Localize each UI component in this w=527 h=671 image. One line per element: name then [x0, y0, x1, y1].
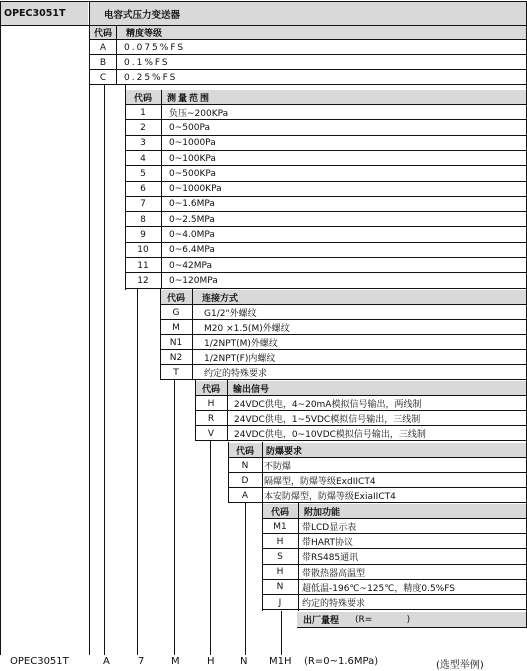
factory-range-value: (R= ) — [355, 614, 411, 625]
code-header: 代码 — [270, 507, 289, 518]
rule-line — [228, 457, 527, 458]
example-connection: M — [171, 656, 180, 667]
table-row-code: 12 — [137, 275, 149, 286]
table-row-desc: 0~1000Pa — [169, 138, 216, 149]
rule-line — [116, 25, 117, 85]
rule-line — [160, 304, 527, 305]
rule-line — [0, 1, 527, 2]
rule-line — [195, 410, 527, 411]
table-row-desc: 不防爆 — [264, 462, 292, 472]
table-row-desc: 约定的特殊要求 — [302, 599, 366, 610]
table-row-desc: 0~42MPa — [169, 260, 213, 271]
table-row-desc: 0~500KPa — [169, 168, 216, 179]
rule-line — [0, 1, 1, 655]
rule-line — [160, 319, 527, 320]
table-row-code: 10 — [137, 245, 149, 256]
table-row-desc: 带散热器高温型 — [302, 568, 366, 579]
table-row-desc: 0~500Pa — [169, 122, 210, 133]
rule-line — [104, 85, 105, 655]
code-header: 代码 — [166, 293, 185, 304]
rule-line — [195, 425, 527, 426]
rule-line — [125, 119, 527, 120]
table-row-code: 6 — [140, 184, 146, 195]
code-header: 代码 — [133, 93, 152, 104]
rule-line — [90, 84, 527, 85]
table-row-desc: 1/2NPT(F)内螺纹 — [204, 354, 276, 364]
table-row-desc: 0.075%FS — [124, 42, 186, 53]
table-row-code: 9 — [140, 230, 146, 241]
table-row-code: 4 — [140, 153, 146, 164]
table-row-code: V — [207, 428, 215, 439]
section-title: 测量范围 — [167, 93, 212, 104]
accuracy-header — [90, 25, 527, 39]
table-row-desc: 0.1%FS — [124, 57, 170, 68]
code-header: 代码 — [93, 28, 112, 39]
rule-line — [125, 257, 527, 258]
rule-line — [195, 395, 527, 396]
table-row-code: N2 — [169, 352, 183, 363]
table-row-code: M — [172, 322, 180, 333]
example-explosion: N — [240, 656, 248, 667]
rule-line — [125, 196, 527, 197]
rule-line — [262, 533, 527, 534]
rule-line — [125, 272, 527, 273]
title-cell — [90, 2, 527, 25]
table-row-code: M1 — [273, 521, 287, 532]
rule-line — [161, 90, 162, 289]
table-row-desc: 负压~200KPa — [169, 109, 229, 120]
rule-line — [298, 503, 299, 611]
example-extra: M1H — [269, 656, 292, 667]
table-row-code: 3 — [140, 138, 146, 149]
rule-line — [160, 364, 527, 365]
rule-line — [125, 181, 527, 182]
table-row-code: N1 — [169, 337, 183, 348]
rule-line — [160, 334, 527, 335]
rule-line — [262, 503, 263, 611]
rule-line — [262, 579, 527, 580]
example-note: (选型举例) — [436, 660, 484, 671]
rule-line — [125, 135, 527, 136]
explosion-header — [228, 443, 527, 457]
rule-line — [228, 487, 527, 488]
output-header — [195, 381, 527, 395]
code-header: 代码 — [235, 446, 254, 457]
rule-line — [90, 69, 527, 70]
rule-line — [210, 441, 211, 655]
section-title: 输出信号 — [233, 384, 270, 395]
table-row-desc: 0~4.0MPa — [169, 230, 215, 241]
rule-line — [174, 379, 175, 655]
table-row-code: 2 — [140, 122, 146, 133]
rule-line — [262, 518, 527, 519]
rule-line — [125, 226, 527, 227]
table-row-code: R — [207, 413, 215, 424]
table-row-code: H — [207, 398, 215, 409]
rule-line — [160, 289, 161, 380]
rule-line — [160, 349, 527, 350]
rule-line — [137, 289, 138, 655]
table-row-code: 8 — [140, 214, 146, 225]
rule-line — [192, 289, 193, 380]
table-row-code: 5 — [140, 168, 146, 179]
table-row-desc: 带LCD显示表 — [302, 523, 357, 534]
table-row-desc: 本安防爆型，防爆等级ExiaIICT4 — [264, 492, 396, 502]
rule-line — [90, 54, 527, 55]
rule-line — [228, 472, 527, 473]
example-accuracy: A — [103, 656, 110, 667]
section-title: 附加功能 — [304, 507, 341, 518]
example-factory-range: (R=0~1.6MPa) — [304, 656, 379, 667]
table-row-code: 7 — [140, 199, 146, 210]
table-row-code: 1 — [140, 107, 146, 118]
product-title: 电容式压力变送器 — [104, 9, 181, 21]
section-title: 精度等级 — [126, 28, 163, 39]
table-row-desc: 24VDC供电，1~5VDC模拟信号输出，三线制 — [234, 415, 421, 425]
factory-range-label: 出厂量程 — [303, 616, 340, 626]
rule-line — [297, 627, 527, 628]
table-row-code: H — [276, 567, 284, 578]
rule-line — [125, 150, 527, 151]
example-model: OPEC3051T — [10, 656, 69, 667]
table-row-code: H — [276, 536, 284, 547]
table-row-desc: M20 ×1.5(M)外螺纹 — [204, 324, 290, 334]
table-row-code: N — [276, 582, 284, 593]
section-title: 防爆要求 — [266, 446, 303, 457]
model-cell — [0, 2, 88, 25]
table-row-desc: 带RS485通讯 — [302, 553, 359, 564]
table-row-desc: 0~1000KPa — [169, 184, 222, 195]
range-header — [125, 90, 527, 104]
rule-line — [160, 379, 527, 380]
factory-range-row — [297, 612, 527, 627]
rule-line — [90, 39, 527, 40]
rule-line — [125, 242, 527, 243]
example-range: 7 — [138, 656, 145, 667]
rule-line — [125, 104, 527, 105]
rule-line — [125, 288, 527, 289]
table-row-desc: G1/2"外螺纹 — [204, 309, 257, 319]
table-row-desc: 0~100KPa — [169, 153, 216, 164]
rule-line — [195, 440, 527, 441]
rule-line — [125, 85, 126, 290]
table-row-desc: 超低温-196℃~125℃，精度0.5%FS — [302, 583, 455, 594]
rule-line — [262, 548, 527, 549]
table-row-desc: 隔爆型，防爆等级ExdIICT4 — [264, 477, 376, 487]
rule-line — [245, 503, 246, 655]
table-row-desc: 0~6.4MPa — [169, 245, 215, 256]
table-row-code: G — [172, 307, 180, 318]
table-row-desc: 1/2NPT(M)外螺纹 — [204, 339, 278, 349]
section-title: 连接方式 — [202, 293, 239, 304]
table-row-desc: 带HART协议 — [302, 538, 354, 549]
example-output: H — [207, 656, 215, 667]
table-row-desc: 24VDC供电，4~20mA模拟信号输出，两线制 — [234, 400, 422, 410]
rule-line — [89, 1, 90, 655]
rule-line — [228, 502, 527, 503]
table-row-code: S — [277, 551, 283, 562]
table-row-desc: 0~1.6MPa — [169, 199, 215, 210]
rule-line — [227, 380, 228, 441]
rule-line — [195, 380, 196, 441]
table-row-code: J — [278, 597, 282, 608]
model-label: OPEC3051T — [4, 8, 66, 19]
code-header: 代码 — [201, 384, 220, 395]
rule-line — [281, 611, 282, 655]
table-row-code: D — [241, 475, 249, 486]
table-row-code: N — [241, 460, 249, 471]
table-row-desc: 0~120MPa — [169, 275, 218, 286]
rule-line — [262, 564, 527, 565]
table-row-code: 11 — [137, 260, 149, 271]
connection-header — [160, 290, 527, 304]
rule-line — [262, 609, 527, 610]
rule-line — [262, 594, 527, 595]
extra-header — [262, 504, 527, 518]
rule-line — [0, 25, 527, 26]
table-row-code: A — [241, 490, 249, 501]
table-row-desc: 约定的特殊要求 — [204, 369, 268, 379]
table-row-desc: 24VDC供电，0~10VDC模拟信号输出，三线制 — [234, 430, 426, 440]
rule-line — [125, 211, 527, 212]
table-row-code: B — [99, 57, 107, 68]
rule-line — [228, 442, 229, 503]
rule-line — [262, 442, 263, 503]
rule-line — [125, 165, 527, 166]
table-row-desc: 0~2.5MPa — [169, 214, 215, 225]
table-row-code: A — [99, 42, 107, 53]
table-row-code: T — [173, 367, 179, 378]
table-row-desc: 0.25%FS — [124, 72, 178, 83]
table-row-code: C — [99, 72, 107, 83]
